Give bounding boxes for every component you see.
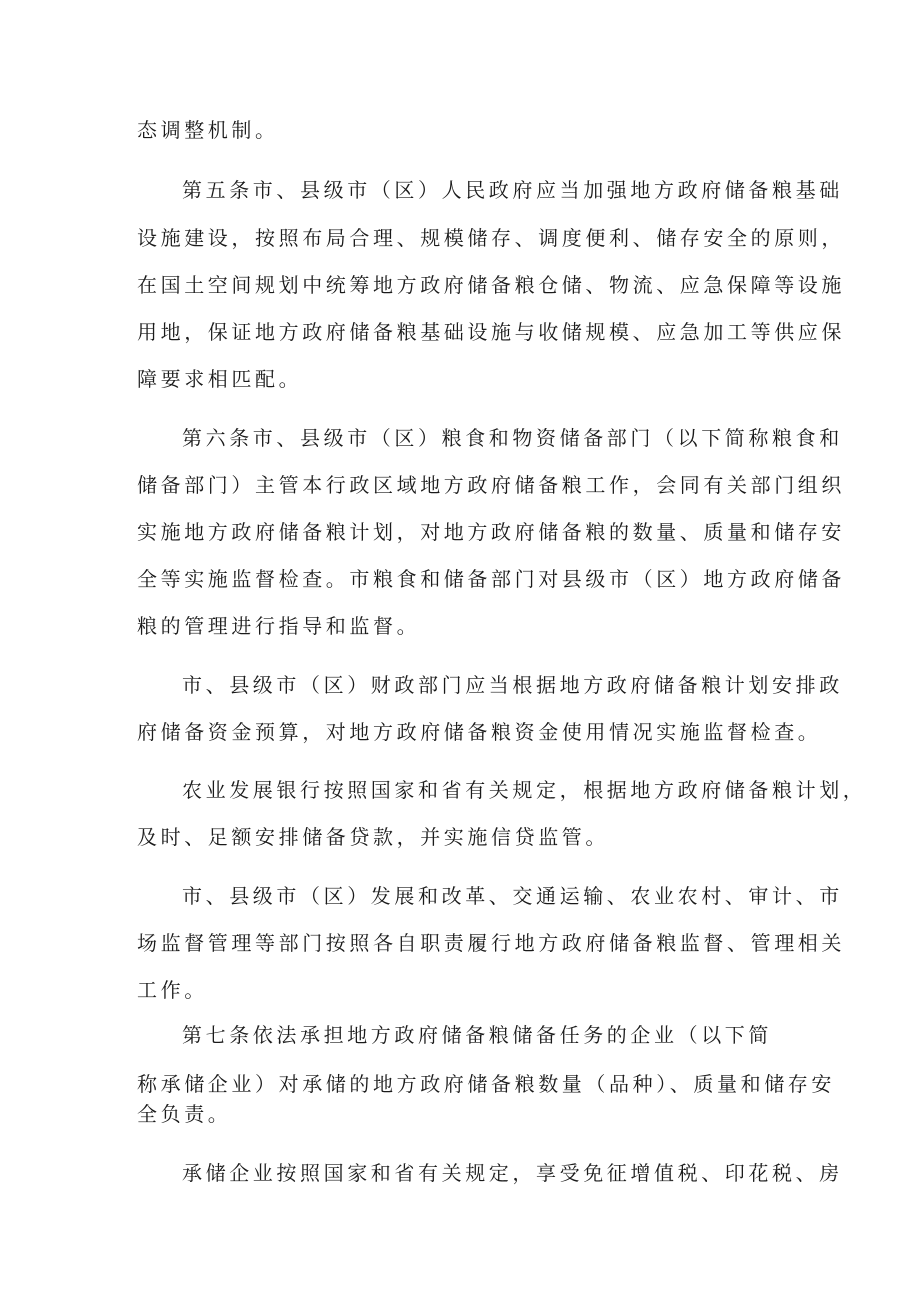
text-line: 实施地方政府储备粮计划，对地方政府储备粮的数量、质量和储存安 [137, 520, 845, 544]
text-line: 市、县级市（区）发展和改革、交通运输、农业农村、审计、市 [182, 884, 843, 908]
text-line: 及时、足额安排储备贷款，并实施信贷监管。 [137, 825, 609, 849]
text-line: 用地，保证地方政府储备粮基础设施与收储规模、应急加工等供应保 [137, 320, 845, 344]
text-line: 储备部门）主管本行政区域地方政府储备粮工作，会同有关部门组织 [137, 473, 845, 497]
text-line: 在国土空间规划中统筹地方政府储备粮仓储、物流、应急保障等设施 [137, 273, 845, 297]
text-line: 第六条市、县级市（区）粮食和物资储备部门（以下简称粮食和 [182, 426, 843, 450]
text-line: 态调整机制。 [137, 118, 279, 142]
text-line: 市、县级市（区）财政部门应当根据地方政府储备粮计划安排政 [182, 673, 843, 697]
text-line: 称承储企业）对承储的地方政府储备粮数量（品种）、质量和储存安 [137, 1072, 835, 1096]
text-line: 农业发展银行按照国家和省有关规定，根据地方政府储备粮计划， [182, 778, 867, 802]
text-line: 全负责。 [137, 1102, 232, 1126]
text-line: 府储备资金预算，对地方政府储备粮资金使用情况实施监督检查。 [137, 720, 822, 744]
text-line: 承储企业按照国家和省有关规定，享受免征增值税、印花税、房 [182, 1161, 843, 1185]
text-line: 粮的管理进行指导和监督。 [137, 614, 421, 638]
text-line: 工作。 [137, 978, 208, 1002]
text-line: 第七条依法承担地方政府储备粮储备任务的企业（以下简 [182, 1023, 772, 1047]
text-line: 设施建设，按照布局合理、规模储存、调度便利、储存安全的原则， [137, 226, 845, 250]
text-line: 场监督管理等部门按照各自职责履行地方政府储备粮监督、管理相关 [137, 931, 845, 955]
text-line: 第五条市、县级市（区）人民政府应当加强地方政府储备粮基础 [182, 178, 843, 202]
text-line: 全等实施监督检查。市粮食和储备部门对县级市（区）地方政府储备 [137, 567, 845, 591]
text-line: 障要求相匹配。 [137, 367, 303, 391]
